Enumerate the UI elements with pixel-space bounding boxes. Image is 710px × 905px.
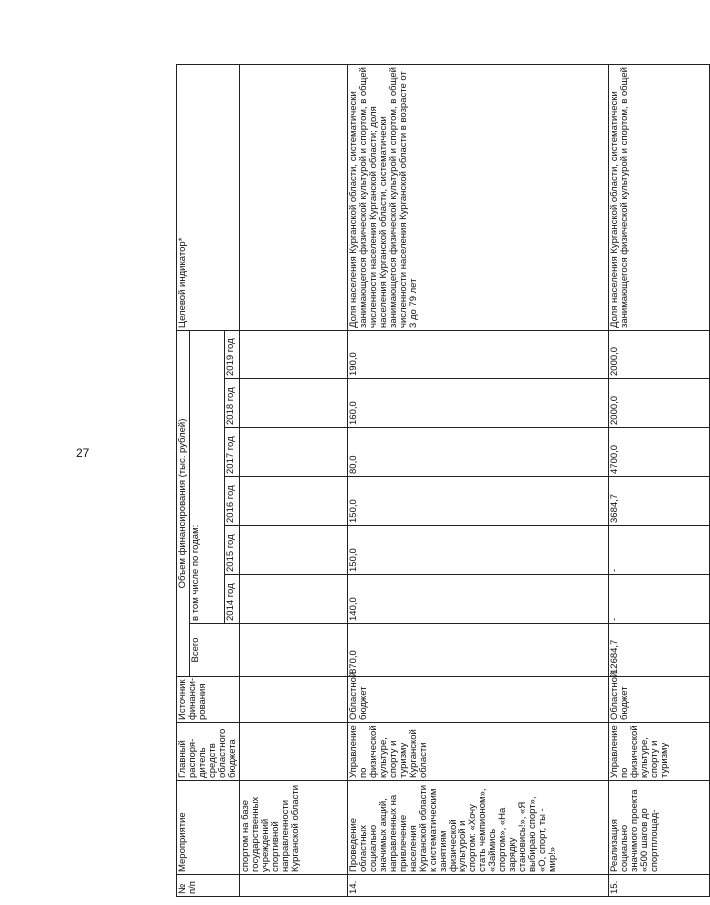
header-year-2018: 2018 год: [224, 379, 239, 428]
header-year-2014: 2014 год: [224, 575, 239, 624]
row-2019: [239, 330, 347, 378]
row-manager: [239, 723, 347, 781]
row-total: [239, 624, 347, 677]
row-source: Областной бюджет: [608, 677, 709, 723]
row-indicator: Доля населения Курганской области, систематически занимающегося физической культурой и спортом, в общей: [608, 64, 709, 330]
header-manager: Главный распоря-дитель средств областного бюджета: [177, 723, 240, 781]
row-2019: 2000,0: [608, 330, 709, 378]
table-row-15: [608, 64, 709, 896]
row-2018: [239, 379, 347, 428]
table-row-14: [347, 64, 608, 896]
row-num: [239, 875, 347, 897]
row-num: 15.: [608, 875, 709, 897]
header-num: № п/п: [177, 875, 240, 897]
row-source: Областной бюджет: [347, 677, 608, 723]
row-manager: Управление по физической культуре, спорту и туризму: [608, 723, 709, 781]
header-row-1: [177, 64, 190, 896]
row-indicator: [239, 64, 347, 330]
header-volume: Объем финансирования (тыс. рублей): [177, 330, 190, 676]
header-source: Источник финанси-рования: [177, 677, 240, 723]
row-indicator: Доля населения Курганской области, систематически занимающегося физической культурой и спортом, в общей численности населения Курганской области; доля населения Курганской области, систематически занимающегося физической культурой и спортом, в общей численности населения Курганской области в возрасте от 3 до 79 лет: [347, 64, 608, 330]
row-num: 14.: [347, 875, 608, 897]
row-event: Реализация социально значимого проекта «500 шагов до спортплощад-: [608, 781, 709, 875]
row-event: спортом на базе государственных учреждений спортивной направленности Курганской области: [239, 781, 347, 875]
header-by-years: в том числе по годам:: [190, 330, 225, 623]
rotated-table-area: [176, 65, 670, 897]
table-row-continuation: [239, 64, 347, 896]
row-2018: 160,0: [347, 379, 608, 428]
row-2017: 80,0: [347, 428, 608, 477]
table-rotator: [176, 65, 670, 897]
row-2016: 150,0: [347, 477, 608, 526]
header-year-2015: 2015 год: [224, 526, 239, 575]
row-2017: [239, 428, 347, 477]
row-2014: -: [608, 575, 709, 624]
header-event: Мероприятие: [177, 781, 240, 875]
row-source: [239, 677, 347, 723]
row-2016: 3684,7: [608, 477, 709, 526]
row-2018: 2000,0: [608, 379, 709, 428]
row-manager: Управление по физической культуре, спорту и туризму Курганской области: [347, 723, 608, 781]
page-number: 27: [76, 446, 90, 460]
row-2015: 150,0: [347, 526, 608, 575]
row-2016: [239, 477, 347, 526]
header-year-2019: 2019 год: [224, 330, 239, 378]
row-total: 870,0: [347, 624, 608, 677]
header-total: Всего: [190, 624, 240, 677]
row-2015: -: [608, 526, 709, 575]
financing-table: [176, 64, 710, 897]
header-year-2016: 2016 год: [224, 477, 239, 526]
header-year-2017: 2017 год: [224, 428, 239, 477]
row-2014: [239, 575, 347, 624]
row-2015: [239, 526, 347, 575]
row-total: 12684,7: [608, 624, 709, 677]
header-indicator: Целевой индикатор*: [177, 64, 240, 330]
row-2019: 190,0: [347, 330, 608, 378]
row-2014: 140,0: [347, 575, 608, 624]
row-2017: 4700,0: [608, 428, 709, 477]
row-event: Проведение областных социально значимых акций, направленных на привлечение населения Курганской области к систематическим занятиям физической культурой и спортом: «Хочу стать чемпионом», «Займись спортом», «На зарядку становись!», «Я выбираю спорт», «О, спорт, ты - мир!»: [347, 781, 608, 875]
